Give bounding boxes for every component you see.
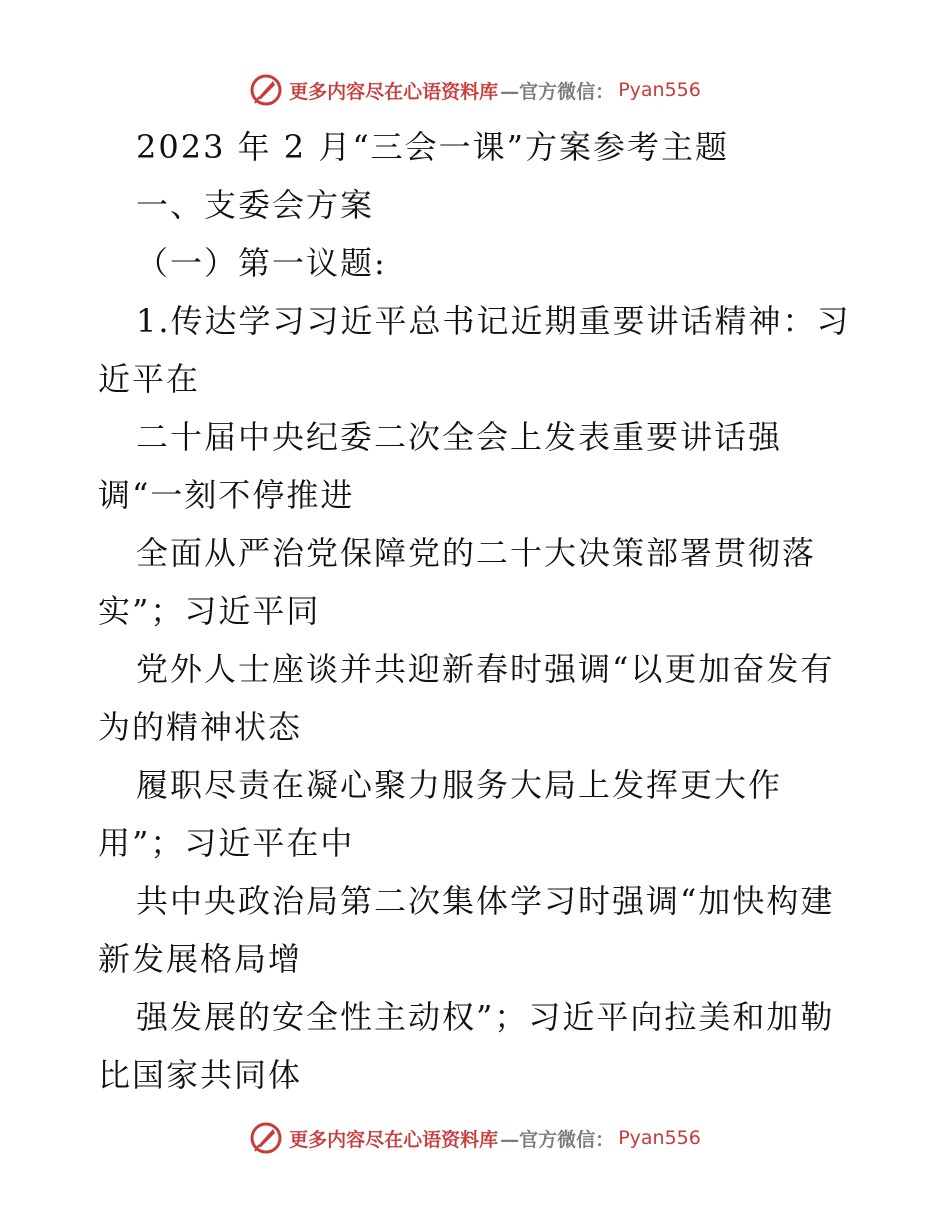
watermark-footer [0,1118,950,1158]
paragraph-line: 新发展格局增 [98,940,303,978]
paragraph-line: 党外人士座谈并共迎新春时强调“以更加奋发有 [136,650,835,688]
watermark-wechat-id: Pyan556 [618,1127,701,1149]
paragraph-line: 为的精神状态 [98,708,303,746]
subsection-heading: （一）第一议题: [136,244,387,282]
paragraph-line: 二十届中央纪委二次全会上发表重要讲话强 [136,418,783,456]
feather-pen-logo-icon [249,73,283,107]
paragraph-line: 履职尽责在凝心聚力服务大局上发挥更大作 [136,766,783,804]
section-heading: 一、支委会方案 [136,186,375,224]
watermark-wechat-id: Pyan556 [618,79,701,101]
paragraph-line: 全面从严治党保障党的二十大决策部署贯彻落 [136,534,817,572]
paragraph-line: 实”；习近平同 [98,592,321,630]
document-body [98,118,858,1104]
watermark-header [0,70,950,110]
paragraph-line: 比国家共同体 [98,1056,303,1094]
paragraph-line: 强发展的安全性主动权”；习近平向拉美和加勒 [136,998,835,1036]
paragraph-line: 用”；习近平在中 [98,824,355,862]
watermark-slogan: 更多内容尽在心语资料库 [289,80,499,103]
paragraph-line: 调“一刻不停推进 [98,476,355,514]
paragraph-line: 1.传达学习习近平总书记近期重要讲话精神：习 [136,302,851,340]
watermark-slogan: 更多内容尽在心语资料库 [289,1128,499,1151]
feather-pen-logo-icon [249,1121,283,1155]
document-title: 2023 年 2 月“三会一课”方案参考主题 [136,128,730,166]
paragraph-line: 共中央政治局第二次集体学习时强调“加快构建 [136,882,835,920]
watermark-contact-label: —官方微信： [500,1128,615,1151]
watermark-contact-label: —官方微信： [500,80,615,103]
paragraph-line: 近平在 [98,360,201,398]
